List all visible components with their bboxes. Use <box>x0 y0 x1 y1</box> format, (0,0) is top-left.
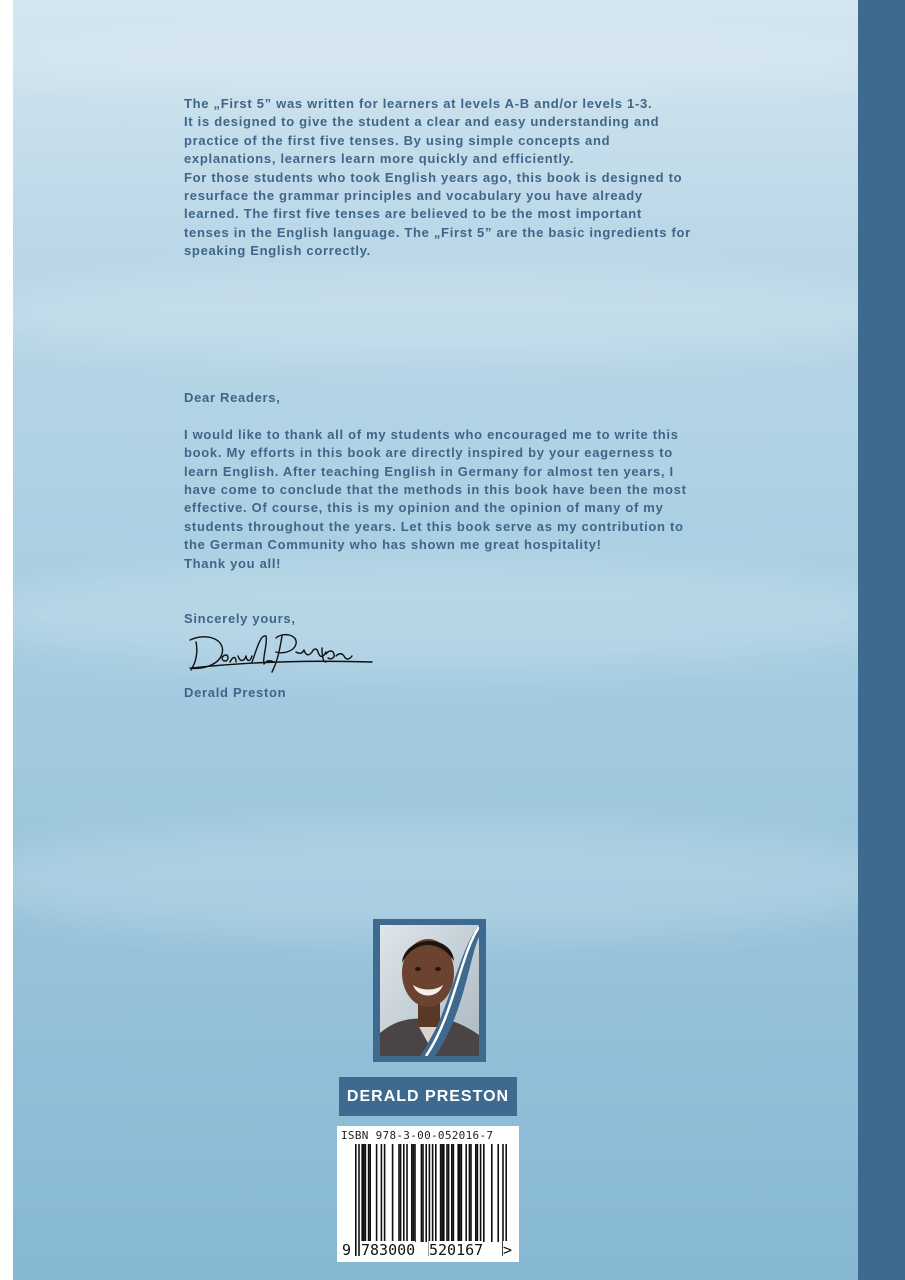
letter-line: I would like to thank all of my students who encouraged me to write this <box>184 426 679 442</box>
letter-line: book. My efforts in this book are directly inspired by your eagerness to <box>184 445 673 461</box>
letter-line: students throughout the years. Let this book serve as my contribution to <box>184 518 684 534</box>
barcode-bar <box>440 1144 442 1242</box>
barcode-bar <box>361 1144 363 1242</box>
barcode-bar <box>475 1144 477 1242</box>
intro-line: resurface the grammar principles and vocabulary you have already <box>184 188 643 204</box>
barcode-bar <box>406 1144 408 1242</box>
barcode-bar <box>502 1144 504 1256</box>
barcode-right-digits: 520167 <box>429 1241 484 1259</box>
intro-line: The „First 5” was written for learners at levels A-B and/or levels 1-3. <box>184 96 653 111</box>
barcode-bar <box>368 1144 370 1242</box>
barcode-bar <box>459 1144 461 1242</box>
letter-line: Thank you all! <box>184 555 282 571</box>
barcode-bar <box>365 1144 367 1242</box>
barcode-bar <box>432 1144 434 1256</box>
book-spine <box>858 0 905 1280</box>
barcode-bar <box>414 1144 416 1242</box>
barcode-bar <box>441 1144 443 1242</box>
barcode-marker: > <box>503 1241 513 1259</box>
barcode-bar <box>470 1144 472 1242</box>
isbn-barcode <box>337 1126 519 1262</box>
barcode-bar <box>446 1144 448 1242</box>
barcode-bar <box>398 1144 400 1242</box>
intro-line: tenses in the English language. The „First 5” are the basic ingredients for <box>184 224 691 240</box>
barcode-bar <box>435 1144 437 1242</box>
sky-cloud <box>13 30 858 90</box>
barcode-bar <box>392 1144 394 1242</box>
author-signature-name: Derald Preston <box>184 685 287 700</box>
barcode-bar <box>461 1144 463 1242</box>
barcode-bar <box>376 1144 378 1242</box>
barcode-bar <box>443 1144 445 1242</box>
author-photo <box>380 925 479 1056</box>
page-margin <box>0 0 13 1280</box>
letter-greeting: Dear Readers, <box>184 390 281 405</box>
handwritten-signature <box>186 628 376 676</box>
letter-closing: Sincerely yours, <box>184 611 296 626</box>
barcode-bar <box>491 1144 493 1242</box>
intro-line: practice of the first five tenses. By using simple concepts and <box>184 132 611 148</box>
barcode-bar <box>421 1144 423 1242</box>
barcode-bar <box>451 1144 453 1242</box>
barcode-bar <box>363 1144 365 1242</box>
letter-line: have come to conclude that the methods in this book have been the most <box>184 482 687 498</box>
intro-line: explanations, learners learn more quickly and efficiently. <box>184 151 575 167</box>
barcode-bar <box>358 1144 360 1256</box>
barcode-bar <box>457 1144 459 1242</box>
letter-line: learn English. After teaching English in Germany for almost ten years, I <box>184 463 674 479</box>
barcode-bar <box>411 1144 413 1242</box>
barcode-bar <box>465 1144 467 1242</box>
sky-cloud <box>13 560 858 670</box>
barcode-bar <box>400 1144 402 1242</box>
barcode-bar <box>429 1144 431 1256</box>
barcode-bar <box>480 1144 482 1242</box>
barcode-bar <box>505 1144 507 1256</box>
barcode-bar <box>497 1144 499 1242</box>
barcode-bar <box>425 1144 427 1242</box>
author-photo-frame <box>373 919 486 1062</box>
barcode-bar <box>448 1144 450 1242</box>
intro-line: It is designed to give the student a clear and easy understanding and <box>184 114 660 130</box>
barcode-left-digits: 783000 <box>361 1241 416 1259</box>
barcode-first-digit: 9 <box>342 1241 352 1259</box>
barcode-bar <box>413 1144 415 1242</box>
author-letter <box>184 389 744 573</box>
barcode-bar <box>369 1144 371 1242</box>
barcode-bar <box>403 1144 405 1242</box>
barcode-bar <box>422 1144 424 1242</box>
barcode-bar <box>381 1144 383 1242</box>
isbn-label: ISBN 978-3-00-052016-7 <box>341 1129 494 1142</box>
barcode-bar <box>483 1144 485 1242</box>
letter-line: effective. Of course, this is my opinion and the opinion of many of my <box>184 500 664 516</box>
barcode-bar <box>469 1144 471 1242</box>
author-name-banner: DERALD PRESTON <box>339 1077 517 1116</box>
intro-line: For those students who took English years ago, this book is designed to <box>184 169 683 185</box>
intro-line: learned. The first five tenses are believed to be the most important <box>184 206 642 222</box>
barcode-bar <box>355 1144 357 1256</box>
barcode-bar <box>453 1144 455 1242</box>
intro-text <box>184 95 744 261</box>
barcode-bar <box>477 1144 479 1242</box>
barcode-bar <box>384 1144 386 1242</box>
letter-line: the German Community who has shown me great hospitality! <box>184 537 602 553</box>
intro-line: speaking English correctly. <box>184 243 371 259</box>
sky-cloud <box>13 270 858 360</box>
